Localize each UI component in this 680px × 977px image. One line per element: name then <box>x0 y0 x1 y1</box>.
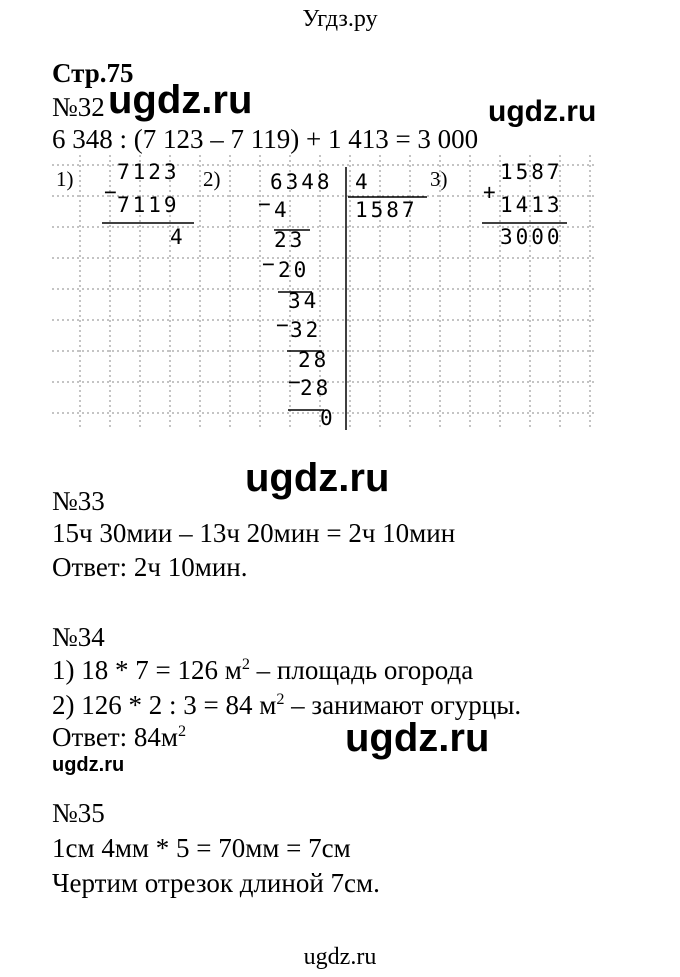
task-34-line-1-formula: 1) 18 * 7 = 126 м <box>52 655 242 685</box>
subtraction-minuend: 7123 <box>117 160 180 184</box>
subtraction-sign: − <box>104 180 120 204</box>
division-step: 0 <box>320 406 336 430</box>
division-minus-sign: − <box>276 313 292 337</box>
site-footer: ugdz.ru <box>303 944 377 970</box>
step-label-3: 3) <box>430 167 448 191</box>
division-quotient: 1587 <box>355 198 418 222</box>
step-label-1: 1) <box>56 167 74 191</box>
watermark: ugdz.ru <box>245 456 390 500</box>
watermark: ugdz.ru <box>108 78 253 122</box>
task-34-line-2-text: – занимают огурцы. <box>284 690 522 720</box>
site-header: Угдз.ру <box>302 6 378 32</box>
division-step: 23 <box>274 228 306 252</box>
task-35-number: №35 <box>52 798 105 828</box>
task-34-line-1-text: – площадь огорода <box>249 655 474 685</box>
addition-term-a: 1587 <box>500 160 563 184</box>
division-minus-sign: − <box>258 192 274 216</box>
task-34-number: №34 <box>52 622 105 652</box>
task-32-expression: 6 348 : (7 123 – 7 119) + 1 413 = 3 000 <box>52 124 479 154</box>
square-exponent: 2 <box>276 690 285 708</box>
subtraction-subtrahend: 7119 <box>117 193 180 217</box>
addition-sum: 3000 <box>500 225 563 249</box>
division-step: 4 <box>274 198 290 222</box>
subtraction-result: 4 <box>170 225 186 249</box>
square-exponent: 2 <box>178 722 187 740</box>
task-34-line-2-formula: 2) 126 * 2 : 3 = 84 м <box>52 690 277 720</box>
task-35-line-1: 1см 4мм * 5 = 70мм = 7см <box>52 833 351 863</box>
division-step: 28 <box>298 348 330 372</box>
division-divisor: 4 <box>355 170 371 194</box>
task-34-answer-text: Ответ: 84м <box>52 722 179 752</box>
step-label-2: 2) <box>203 167 221 191</box>
division-step: 20 <box>278 258 310 282</box>
addition-term-b: 1413 <box>500 193 563 217</box>
watermark: ugdz.ru <box>488 95 597 128</box>
task-33-number: №33 <box>52 486 105 516</box>
division-step: 28 <box>300 376 332 400</box>
task-32-number: №32 <box>52 92 105 122</box>
task-33-line: 15ч 30мии – 13ч 20мин = 2ч 10мин <box>52 518 456 548</box>
task-33-answer: Ответ: 2ч 10мин. <box>52 552 248 582</box>
task-34-line-1 <box>52 655 473 686</box>
division-minus-sign: − <box>288 370 304 394</box>
page-label: Стр.75 <box>52 58 134 88</box>
task-35-line-2: Чертим отрезок длиной 7см. <box>52 868 380 898</box>
division-step: 32 <box>290 318 322 342</box>
division-minus-sign: − <box>262 252 278 276</box>
watermark: ugdz.ru <box>345 716 490 760</box>
division-dividend: 6348 <box>270 170 333 194</box>
division-step: 34 <box>288 289 320 313</box>
watermark: ugdz.ru <box>52 754 125 776</box>
task-34-answer <box>52 722 186 753</box>
addition-sign: + <box>483 180 499 204</box>
square-exponent: 2 <box>241 655 250 673</box>
